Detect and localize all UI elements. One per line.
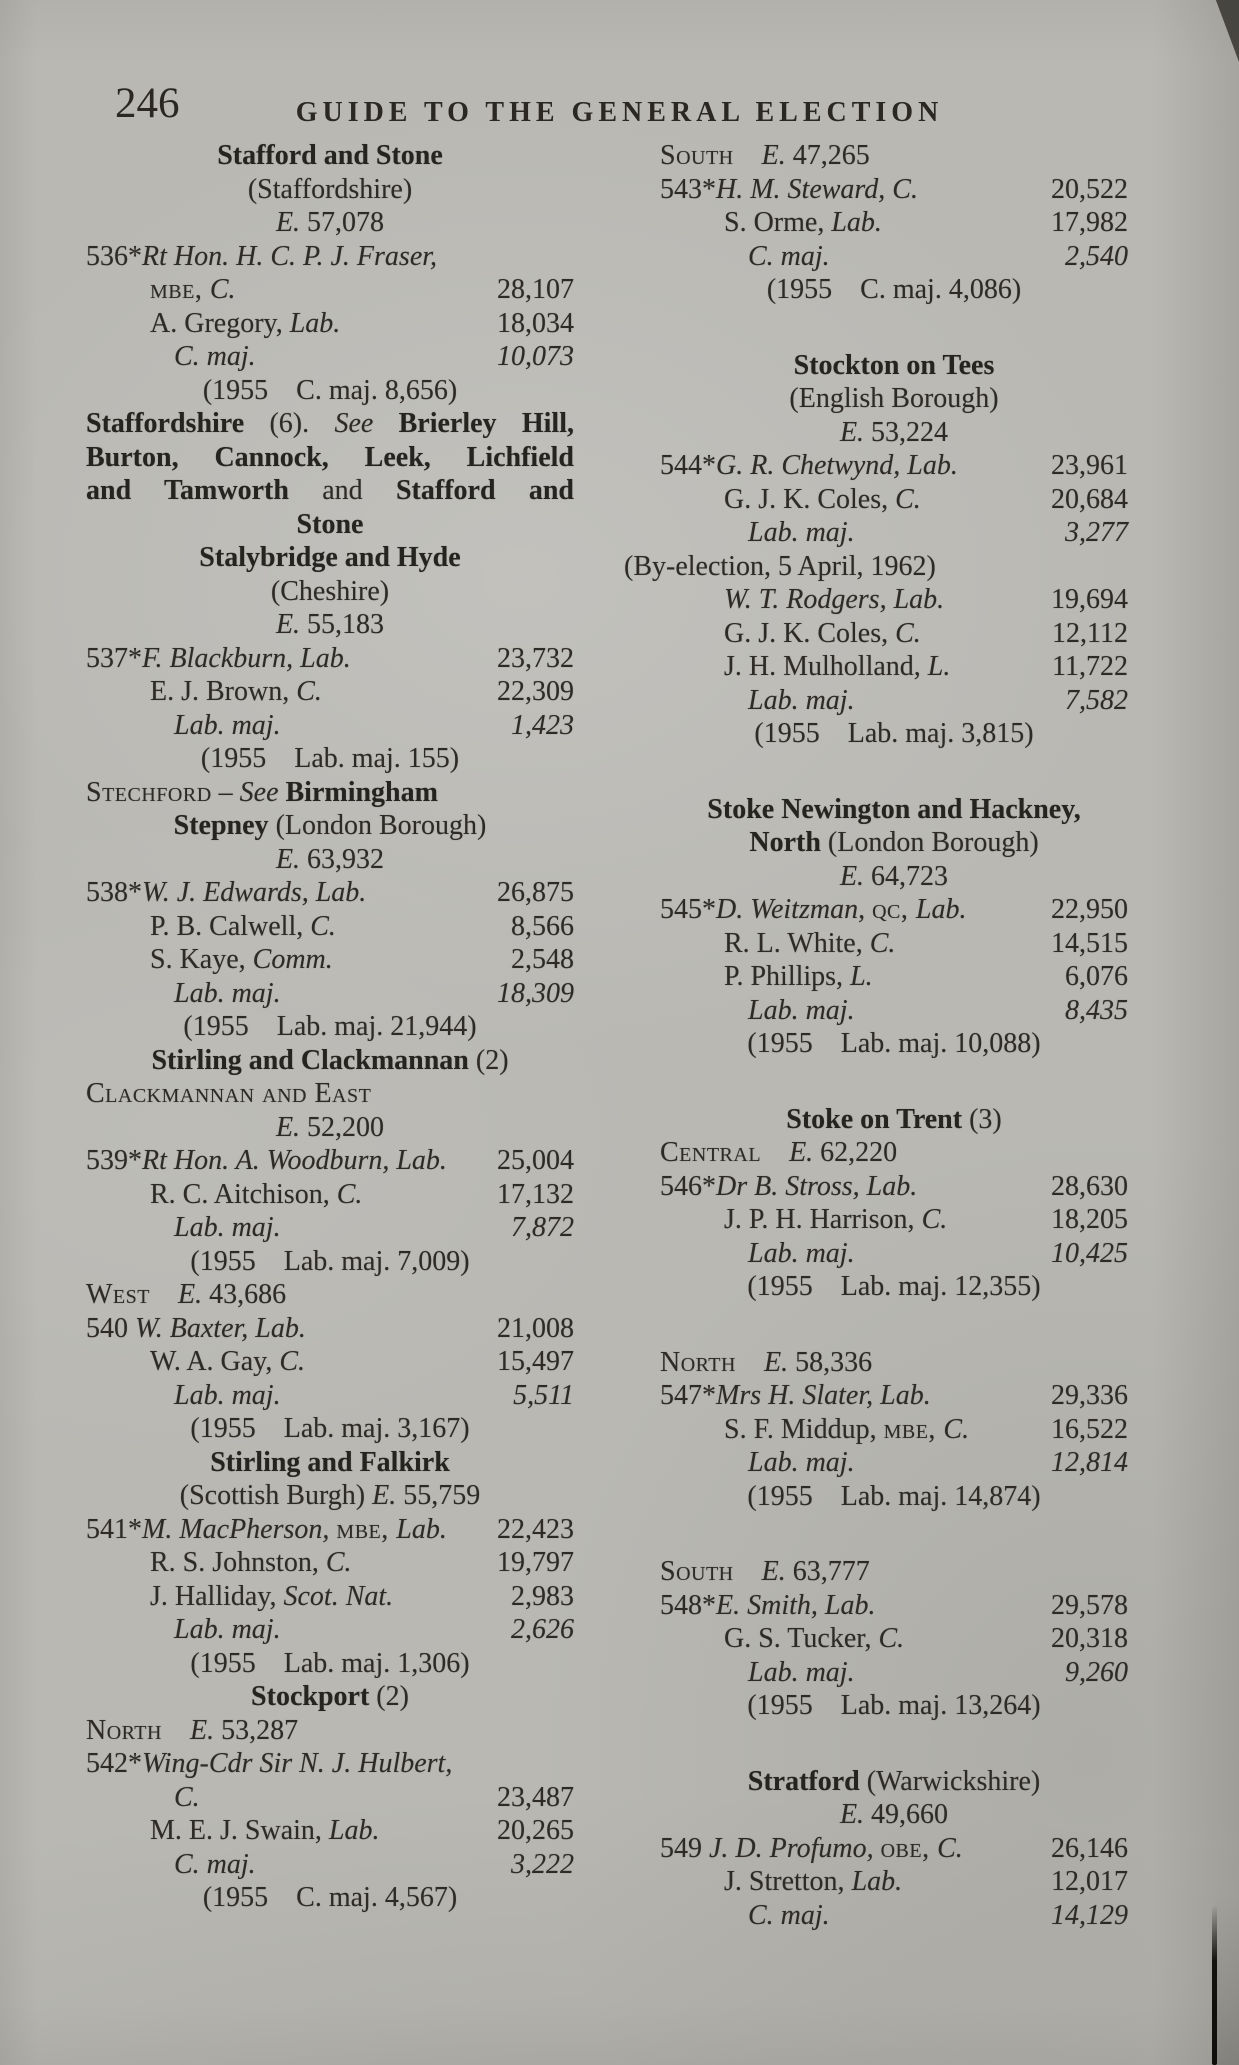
note-1955-row: (1955 Lab. maj. 3,815) bbox=[754, 718, 1034, 749]
electorate-line: E. 63,932 bbox=[275, 843, 385, 875]
vote-count: 18,034 bbox=[497, 307, 574, 339]
constituency-title: Stirling and Falkirk bbox=[210, 1446, 450, 1478]
constituency-title: Stalybridge and Hyde bbox=[199, 542, 461, 573]
byelection-note: (By-election, 5 April, 1962) bbox=[624, 550, 936, 582]
vote-count: 20,522 bbox=[1051, 173, 1128, 205]
vote-count: 19,797 bbox=[497, 1547, 574, 1578]
candidate-row: M. E. J. Swain, Lab. 20,265 bbox=[150, 1815, 574, 1846]
constituency-title: North (London Borough) bbox=[749, 827, 1039, 858]
candidate-row: J. Halliday, Scot. Nat. 2,983 bbox=[150, 1580, 574, 1612]
vote-count: 7,872 bbox=[511, 1212, 574, 1243]
division-heading: North E. 53,287 bbox=[86, 1714, 299, 1746]
page-header-title: GUIDE TO THE GENERAL ELECTION bbox=[295, 97, 944, 128]
candidate-row: P. Phillips, L. 6,076 bbox=[724, 961, 1128, 992]
crossref-line: Stone bbox=[296, 508, 364, 540]
vote-count: 26,146 bbox=[1051, 1832, 1128, 1864]
majority-row: Lab. maj. 3,277 bbox=[748, 517, 1128, 548]
vote-count: 21,008 bbox=[497, 1312, 574, 1344]
vote-count: 2,540 bbox=[1065, 240, 1128, 272]
vote-count: 22,423 bbox=[497, 1513, 574, 1545]
division-heading: North E. 58,336 bbox=[660, 1346, 873, 1378]
candidate-row: J. H. Mulholland, L. 11,722 bbox=[724, 651, 1128, 682]
majority-row: C. maj. 14,129 bbox=[748, 1899, 1128, 1931]
division-heading: Clackmannan and East bbox=[86, 1078, 372, 1109]
vote-count: 28,630 bbox=[1051, 1170, 1128, 1202]
candidate-row: G. S. Tucker, C. 20,318 bbox=[724, 1623, 1128, 1654]
vote-count: 2,548 bbox=[511, 944, 574, 975]
candidate-row: 545*D. Weitzman, qc, Lab. 22,950 bbox=[660, 894, 1128, 925]
vote-count: 9,260 bbox=[1065, 1656, 1128, 1688]
constituency-title: Stockport (2) bbox=[251, 1681, 409, 1712]
vote-count: 10,425 bbox=[1051, 1237, 1128, 1269]
crossref-line: Stechford – See Birmingham bbox=[86, 776, 438, 808]
candidate-row: S. Orme, Lab. 17,982 bbox=[724, 207, 1128, 238]
vote-count: 17,982 bbox=[1051, 207, 1128, 238]
candidate-row: 539*Rt Hon. A. Woodburn, Lab. 25,004 bbox=[86, 1145, 574, 1176]
electorate-line: E. 55,183 bbox=[275, 609, 385, 640]
constituency-title: Stepney (London Borough) bbox=[173, 810, 487, 841]
vote-count: 17,132 bbox=[497, 1178, 574, 1210]
majority-row: C. maj. 10,073 bbox=[174, 341, 574, 372]
constituency-subtitle: (Cheshire) bbox=[270, 575, 390, 607]
vote-count: 7,582 bbox=[1065, 684, 1128, 716]
majority-row: Lab. maj. 7,582 bbox=[748, 684, 1128, 716]
candidate-row: R. L. White, C. 14,515 bbox=[724, 927, 1128, 959]
vote-count: 20,318 bbox=[1051, 1623, 1128, 1654]
vote-count: 23,961 bbox=[1051, 450, 1128, 481]
electorate-line: E. 64,723 bbox=[839, 860, 949, 892]
vote-count: 25,004 bbox=[497, 1145, 574, 1176]
candidate-row: W. A. Gay, C. 15,497 bbox=[150, 1346, 574, 1377]
vote-count: 26,875 bbox=[497, 877, 574, 908]
candidate-continuation-row: mbe, C. 28,107 bbox=[150, 274, 574, 305]
candidate-row: 546*Dr B. Stross, Lab. 28,630 bbox=[660, 1170, 1128, 1202]
note-1955-row: (1955 Lab. maj. 21,944) bbox=[183, 1011, 477, 1042]
crossref-line: Staffordshire (6). See Brierley Hill, bbox=[86, 408, 574, 439]
candidate-row: 537*F. Blackburn, Lab. 23,732 bbox=[86, 642, 574, 674]
electorate-line: E. 52,200 bbox=[275, 1111, 385, 1143]
note-1955-row: (1955 C. maj. 4,086) bbox=[766, 274, 1022, 305]
vote-count: 6,076 bbox=[1065, 961, 1128, 992]
note-1955-row: (1955 Lab. maj. 155) bbox=[200, 743, 460, 774]
candidate-row: S. F. Middup, mbe, C. 16,522 bbox=[724, 1413, 1128, 1445]
candidate-row: 544*G. R. Chetwynd, Lab. 23,961 bbox=[660, 450, 1128, 481]
note-1955-row: (1955 Lab. maj. 14,874) bbox=[747, 1480, 1041, 1512]
vote-count: 8,566 bbox=[511, 910, 574, 942]
candidate-row: 548*E. Smith, Lab. 29,578 bbox=[660, 1589, 1128, 1621]
constituency-title: Stockton on Tees bbox=[793, 349, 995, 381]
note-1955-row: (1955 C. maj. 4,567) bbox=[202, 1882, 458, 1913]
candidate-row: J. P. H. Harrison, C. 18,205 bbox=[724, 1204, 1128, 1235]
majority-row: Lab. maj. 2,626 bbox=[174, 1614, 574, 1645]
column-left bbox=[86, 139, 574, 1932]
vote-count: 2,626 bbox=[511, 1614, 574, 1645]
candidate-row: 540 W. Baxter, Lab. 21,008 bbox=[86, 1312, 574, 1344]
note-1955-row: (1955 Lab. maj. 12,355) bbox=[747, 1271, 1041, 1302]
candidate-row: 538*W. J. Edwards, Lab. 26,875 bbox=[86, 877, 574, 908]
vote-count: 22,309 bbox=[497, 676, 574, 707]
constituency-subtitle: (Scottish Burgh) E. 55,759 bbox=[179, 1480, 481, 1511]
constituency-title: Stoke on Trent (3) bbox=[786, 1103, 1002, 1135]
vote-count: 14,129 bbox=[1051, 1899, 1128, 1931]
vote-count: 29,578 bbox=[1051, 1589, 1128, 1621]
vote-count: 18,205 bbox=[1051, 1204, 1128, 1235]
candidate-row: P. B. Calwell, C. 8,566 bbox=[150, 910, 574, 942]
note-1955-row: (1955 Lab. maj. 3,167) bbox=[190, 1413, 470, 1444]
vote-count: 19,694 bbox=[1051, 584, 1128, 615]
vote-count: 12,112 bbox=[1052, 617, 1128, 649]
page-number: 246 bbox=[115, 80, 180, 127]
note-1955-row: (1955 Lab. maj. 7,009) bbox=[190, 1245, 470, 1277]
candidate-row: A. Gregory, Lab. 18,034 bbox=[150, 307, 574, 339]
constituency-subtitle: (Staffordshire) bbox=[247, 173, 413, 205]
vote-count: 23,487 bbox=[497, 1781, 574, 1813]
candidate-row: 536*Rt Hon. H. C. P. J. Fraser, bbox=[86, 240, 438, 272]
electorate-line: E. 49,660 bbox=[839, 1799, 949, 1830]
candidate-row: E. J. Brown, C. 22,309 bbox=[150, 676, 574, 707]
vote-count: 20,684 bbox=[1051, 483, 1128, 515]
vote-count: 16,522 bbox=[1051, 1413, 1128, 1445]
candidate-row: G. J. K. Coles, C. 20,684 bbox=[724, 483, 1128, 515]
vote-count: 8,435 bbox=[1065, 994, 1128, 1026]
majority-row: Lab. maj. 8,435 bbox=[748, 994, 1128, 1026]
note-1955-row: (1955 Lab. maj. 10,088) bbox=[747, 1028, 1041, 1059]
vote-count: 15,497 bbox=[497, 1346, 574, 1377]
vote-count: 22,950 bbox=[1051, 894, 1128, 925]
candidate-row: R. C. Aitchison, C. 17,132 bbox=[150, 1178, 574, 1210]
constituency-title: Stirling and Clackmannan (2) bbox=[151, 1044, 509, 1076]
scan-page-edge-line bbox=[1212, 1905, 1217, 2065]
note-1955-row: (1955 C. maj. 8,656) bbox=[202, 374, 458, 406]
candidate-row: J. Stretton, Lab. 12,017 bbox=[724, 1866, 1128, 1897]
vote-count: 20,265 bbox=[497, 1815, 574, 1846]
candidate-continuation-row: C. 23,487 bbox=[174, 1781, 574, 1813]
vote-count: 14,515 bbox=[1051, 927, 1128, 959]
division-heading: South E. 63,777 bbox=[660, 1556, 870, 1587]
division-heading: West E. 43,686 bbox=[86, 1279, 287, 1310]
note-1955-row: (1955 Lab. maj. 13,264) bbox=[747, 1690, 1041, 1721]
candidate-row: S. Kaye, Comm. 2,548 bbox=[150, 944, 574, 975]
majority-row: C. maj. 3,222 bbox=[174, 1848, 574, 1880]
majority-row: Lab. maj. 10,425 bbox=[748, 1237, 1128, 1269]
majority-row: Lab. maj. 9,260 bbox=[748, 1656, 1128, 1688]
majority-row: C. maj. 2,540 bbox=[748, 240, 1128, 272]
vote-count: 10,073 bbox=[497, 341, 574, 372]
candidate-row: R. S. Johnston, C. 19,797 bbox=[150, 1547, 574, 1578]
candidate-row: G. J. K. Coles, C. 12,112 bbox=[724, 617, 1128, 649]
scan-corner-shadow bbox=[1205, 0, 1239, 62]
constituency-title: Stratford (Warwickshire) bbox=[747, 1765, 1041, 1797]
majority-row: Lab. maj. 12,814 bbox=[748, 1447, 1128, 1478]
vote-count: 11,722 bbox=[1052, 651, 1128, 682]
crossref-line: and Tamworth and Stafford and bbox=[86, 475, 574, 506]
candidate-row: 549 J. D. Profumo, obe, C. 26,146 bbox=[660, 1832, 1128, 1864]
candidate-row: 541*M. MacPherson, mbe, Lab. 22,423 bbox=[86, 1513, 574, 1545]
constituency-title: Stafford and Stone bbox=[217, 140, 443, 171]
majority-row: Lab. maj. 18,309 bbox=[174, 977, 574, 1009]
division-heading: Central E. 62,220 bbox=[660, 1137, 898, 1168]
vote-count: 28,107 bbox=[497, 274, 574, 305]
majority-row: Lab. maj. 5,511 bbox=[174, 1379, 574, 1411]
vote-count: 12,017 bbox=[1051, 1866, 1128, 1897]
scan-right-edge-shade bbox=[1215, 1895, 1239, 2065]
crossref-line: Burton, Cannock, Leek, Lichfield bbox=[86, 441, 574, 473]
note-1955-row: (1955 Lab. maj. 1,306) bbox=[190, 1647, 470, 1679]
column-right bbox=[624, 139, 1128, 1932]
division-heading: South E. 47,265 bbox=[660, 140, 870, 171]
majority-row: Lab. maj. 1,423 bbox=[174, 709, 574, 741]
vote-count: 3,277 bbox=[1065, 517, 1128, 548]
constituency-title: Stoke Newington and Hackney, bbox=[707, 793, 1081, 825]
content-columns bbox=[86, 139, 1128, 1932]
vote-count: 1,423 bbox=[511, 709, 574, 741]
electorate-line: E. 57,078 bbox=[275, 207, 385, 238]
vote-count: 18,309 bbox=[497, 977, 574, 1009]
electorate-line: E. 53,224 bbox=[839, 416, 949, 448]
candidate-row: 542*Wing-Cdr Sir N. J. Hulbert, bbox=[86, 1748, 453, 1779]
vote-count: 23,732 bbox=[497, 642, 574, 674]
candidate-row: 547*Mrs H. Slater, Lab. 29,336 bbox=[660, 1380, 1128, 1411]
candidate-row: W. T. Rodgers, Lab. 19,694 bbox=[724, 584, 1128, 615]
vote-count: 12,814 bbox=[1051, 1447, 1128, 1478]
vote-count: 2,983 bbox=[511, 1580, 574, 1612]
vote-count: 3,222 bbox=[511, 1848, 574, 1880]
vote-count: 5,511 bbox=[513, 1379, 574, 1411]
constituency-subtitle: (English Borough) bbox=[789, 383, 999, 414]
candidate-row: 543*H. M. Steward, C. 20,522 bbox=[660, 173, 1128, 205]
vote-count: 29,336 bbox=[1051, 1380, 1128, 1411]
majority-row: Lab. maj. 7,872 bbox=[174, 1212, 574, 1243]
